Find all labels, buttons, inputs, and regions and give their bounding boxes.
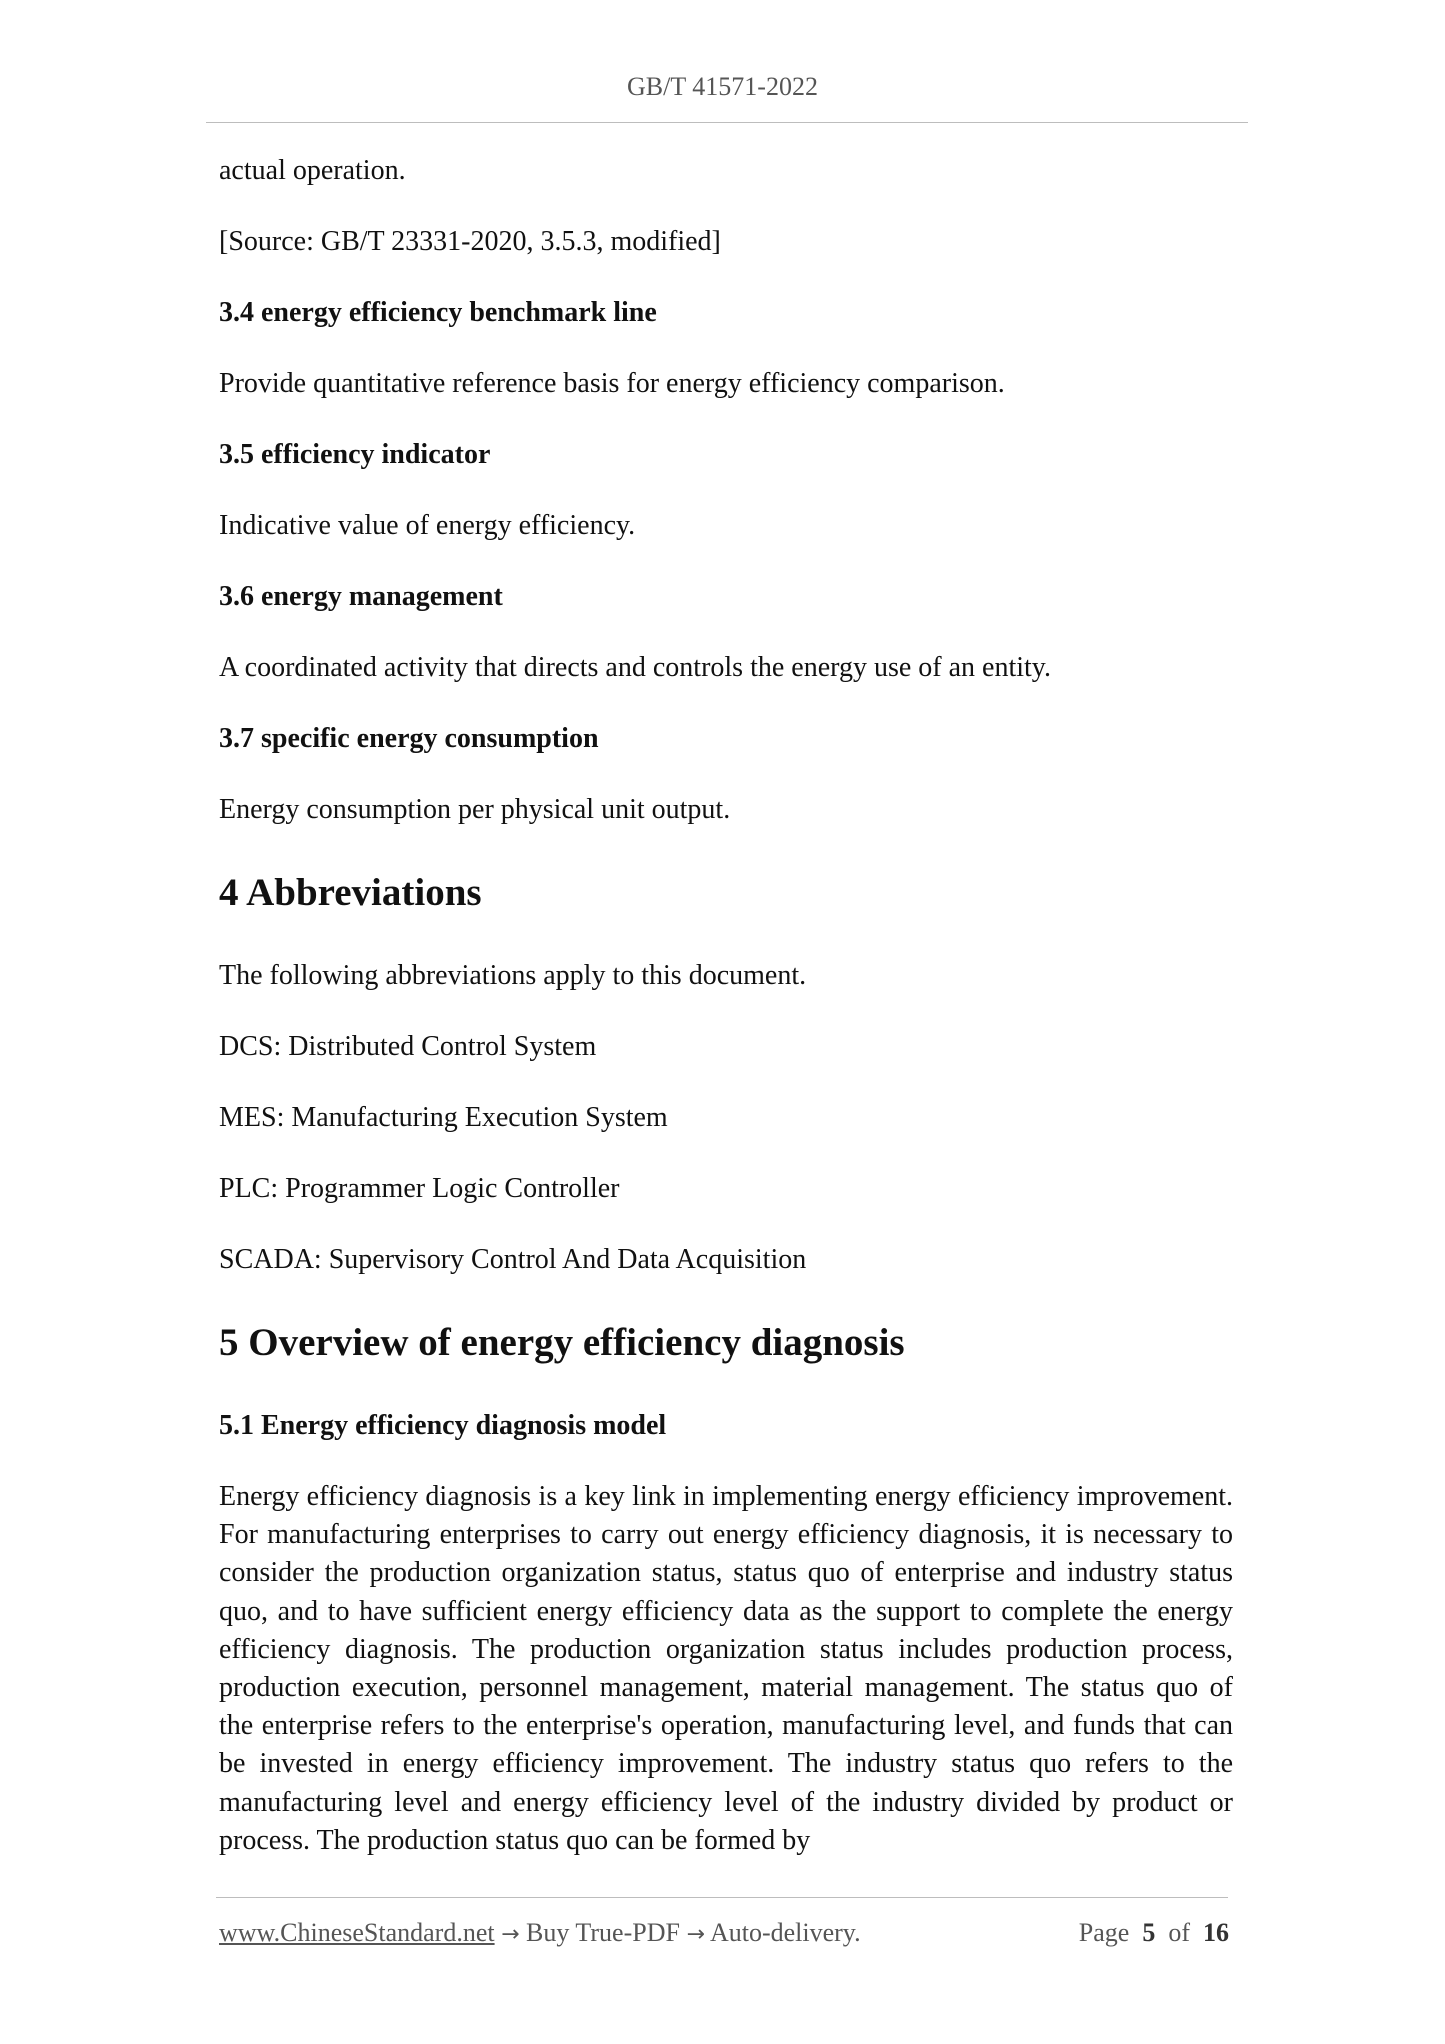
- paragraph-3-4: Provide quantitative reference basis for energy efficiency comparison.: [219, 368, 1005, 399]
- paragraph-4-intro: The following abbreviations apply to this document.: [219, 960, 807, 991]
- heading-3-5: 3.5 efficiency indicator: [219, 439, 491, 470]
- heading-4-abbreviations: 4 Abbreviations: [219, 871, 482, 914]
- document-code: GB/T 41571-2022: [627, 72, 818, 101]
- website-link[interactable]: www.ChineseStandard.net: [219, 1918, 495, 1947]
- paragraph-actual-operation: actual operation.: [219, 155, 406, 186]
- auto-delivery-text: Auto-delivery.: [709, 1918, 861, 1947]
- page-content: [219, 152, 1233, 1860]
- paragraph-3-6: A coordinated activity that directs and controls the energy use of an entity.: [219, 652, 1051, 683]
- heading-3-4: 3.4 energy efficiency benchmark line: [219, 297, 657, 328]
- arrow-right-icon: →: [686, 1922, 705, 1947]
- abbreviation-dcs: DCS: Distributed Control System: [219, 1031, 597, 1062]
- buy-true-pdf-text: Buy True-PDF: [526, 1918, 680, 1947]
- abbreviation-mes: MES: Manufacturing Execution System: [219, 1102, 668, 1133]
- header-divider: [206, 122, 1248, 123]
- paragraph-3-5: Indicative value of energy efficiency.: [219, 510, 636, 541]
- heading-3-6: 3.6 energy management: [219, 581, 503, 612]
- page-label: Page: [1078, 1918, 1130, 1947]
- of-label: of: [1168, 1918, 1190, 1947]
- abbreviation-scada: SCADA: Supervisory Control And Data Acquisition: [219, 1244, 807, 1275]
- heading-5-overview: 5 Overview of energy efficiency diagnosis: [219, 1321, 905, 1364]
- page-indicator: [1079, 1918, 1229, 1948]
- footer-divider: [216, 1897, 1228, 1898]
- arrow-right-icon: →: [501, 1922, 520, 1947]
- paragraph-3-7: Energy consumption per physical unit output.: [219, 794, 731, 825]
- page-total: 16: [1203, 1918, 1229, 1947]
- page-number: 5: [1142, 1918, 1156, 1947]
- heading-5-1: 5.1 Energy efficiency diagnosis model: [219, 1410, 667, 1441]
- footer-promo: [219, 1918, 861, 1948]
- paragraph-source: [Source: GB/T 23331-2020, 3.5.3, modified]: [219, 226, 721, 257]
- heading-3-7: 3.7 specific energy consumption: [219, 723, 599, 754]
- paragraph-5-1: Energy efficiency diagnosis is a key link in implementing energy efficiency improvement. For manufacturing enterprises to carry out energy efficiency diagnosis, it is necessary to consider the production organization status, status quo of enterprise and industry status quo, and to have sufficient energy efficiency data as the support to complete the energy efficiency diagnosis. The production organization status includes production process, production execution, personnel management, material management. The status quo of the enterprise refers to the enterprise's operation, manufacturing level, and funds that can be invested in energy efficiency improvement. The industry status quo refers to the manufacturing level and energy efficiency level of the industry divided by product or process. The production status quo can be formed by: [219, 1481, 1233, 1856]
- abbreviation-plc: PLC: Programmer Logic Controller: [219, 1173, 620, 1204]
